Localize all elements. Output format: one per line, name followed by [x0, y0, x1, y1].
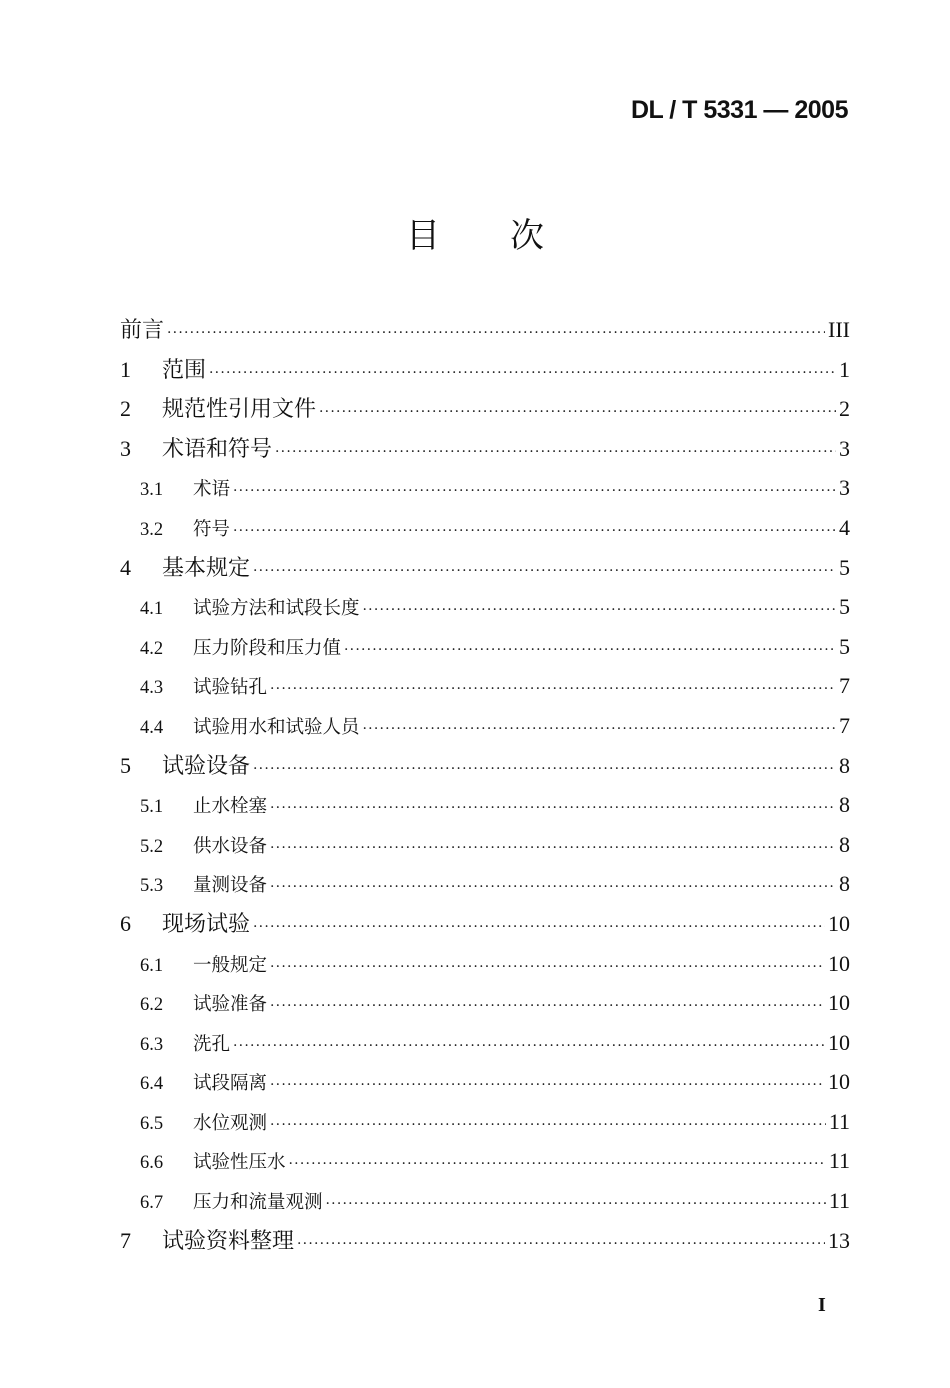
dot-leader — [270, 987, 825, 1027]
toc-entry-title: 供水设备 — [193, 835, 268, 857]
page-title: 目次 — [406, 216, 614, 256]
toc-entry-page: 7 — [839, 673, 850, 699]
dot-leader — [270, 1066, 825, 1106]
page-number: I — [818, 1294, 826, 1316]
toc-entry[interactable] — [120, 864, 850, 904]
dot-leader — [363, 710, 836, 750]
toc-entry-title: 现场试验 — [162, 911, 251, 937]
toc-entry-title: 试验用水和试验人员 — [193, 716, 360, 738]
toc-entry-number: 4.4 — [140, 717, 164, 738]
toc-entry[interactable] — [120, 429, 850, 469]
toc-entry-title: 术语 — [193, 479, 231, 501]
dot-leader — [270, 868, 836, 908]
toc-entry[interactable] — [120, 706, 850, 746]
toc-entry-number: 2 — [120, 396, 131, 422]
toc-entry-number: 6.6 — [140, 1153, 164, 1174]
toc-entry-title: 压力和流量观测 — [193, 1192, 323, 1214]
toc-entry-page: 2 — [839, 396, 850, 422]
toc-entry[interactable] — [120, 548, 850, 588]
toc-entry-number: 4.3 — [140, 678, 164, 699]
dot-leader — [275, 433, 836, 473]
toc-entry-title: 范围 — [162, 357, 207, 383]
toc-entry-page: 5 — [839, 633, 850, 659]
dot-leader — [253, 552, 836, 592]
toc-entry-page: 8 — [839, 752, 850, 778]
toc-entry-number: 4.2 — [140, 638, 164, 659]
toc-entry-number: 6.5 — [140, 1113, 164, 1134]
toc-entry[interactable] — [120, 785, 850, 825]
toc-entry-title: 基本规定 — [162, 555, 251, 581]
toc-entry-page: 10 — [828, 950, 850, 976]
toc-entry[interactable] — [120, 350, 850, 390]
toc-entry[interactable] — [120, 389, 850, 429]
toc-entry[interactable] — [120, 468, 850, 508]
toc-entry-title: 试验准备 — [193, 994, 268, 1016]
toc-entry[interactable] — [120, 1062, 850, 1102]
dot-leader — [363, 591, 836, 631]
toc-entry[interactable] — [120, 825, 850, 865]
toc-entry[interactable] — [120, 983, 850, 1023]
toc-entry-page: 1 — [839, 356, 850, 382]
toc-entry-title: 止水栓塞 — [193, 796, 268, 818]
toc-entry-title: 试验资料整理 — [162, 1228, 295, 1254]
toc-entry[interactable] — [120, 1141, 850, 1181]
dot-leader — [319, 393, 836, 433]
toc-entry[interactable] — [120, 1181, 850, 1221]
dot-leader — [344, 631, 836, 671]
toc-entry-title: 试验方法和试段长度 — [193, 598, 360, 620]
toc-entry-number: 5.2 — [140, 836, 164, 857]
toc-entry-page: 10 — [828, 1069, 850, 1095]
toc-entry-page: 5 — [839, 554, 850, 580]
toc-entry-page: 10 — [828, 990, 850, 1016]
toc-entry-number: 5.3 — [140, 876, 164, 897]
toc-entry-number: 3.1 — [140, 480, 164, 501]
toc-entry-page: 13 — [828, 1227, 850, 1253]
toc-entry-number: 3 — [120, 435, 131, 461]
toc-entry-title: 试段隔离 — [193, 1073, 268, 1095]
toc-entry-page: 4 — [839, 514, 850, 540]
toc-entry-title: 符号 — [193, 518, 231, 540]
toc-entry-title: 试验性压水 — [193, 1152, 286, 1174]
toc-entry-title: 洗孔 — [193, 1033, 231, 1055]
dot-leader — [297, 1225, 825, 1265]
standard-number: DL / T 5331 — 2005 — [630, 96, 848, 124]
toc-entry-number: 4 — [120, 554, 131, 580]
toc-entry-title: 试验钻孔 — [193, 677, 268, 699]
toc-entry-page: III — [828, 317, 850, 342]
dot-leader — [253, 908, 825, 948]
toc-entry[interactable] — [120, 1023, 850, 1063]
toc-entry-page: 11 — [828, 1188, 850, 1214]
table-of-contents — [120, 310, 850, 1260]
dot-leader — [233, 1027, 825, 1067]
dot-leader — [270, 670, 836, 710]
dot-leader — [326, 1185, 826, 1225]
toc-entry-number: 1 — [120, 356, 131, 382]
toc-entry-title: 压力阶段和压力值 — [193, 637, 342, 659]
toc-entry[interactable] — [120, 508, 850, 548]
toc-entry-number: 6 — [120, 910, 131, 936]
toc-entry-number: 6.2 — [140, 995, 164, 1016]
toc-entry-number: 4.1 — [140, 599, 164, 620]
toc-entry-title: 规范性引用文件 — [162, 397, 317, 423]
toc-entry-number: 5 — [120, 752, 131, 778]
dot-leader — [270, 948, 825, 988]
dot-leader — [270, 1106, 826, 1146]
toc-entry-title: 水位观测 — [193, 1112, 268, 1134]
dot-leader — [233, 512, 836, 552]
toc-entry[interactable] — [120, 666, 850, 706]
toc-entry-page: 7 — [839, 712, 850, 738]
toc-entry-title: 试验设备 — [162, 753, 251, 779]
toc-entry-page: 3 — [839, 435, 850, 461]
dot-leader — [233, 472, 836, 512]
toc-entry-number: 7 — [120, 1227, 131, 1253]
toc-entry-title: 术语和符号 — [162, 436, 273, 462]
toc-entry[interactable] — [120, 746, 850, 786]
toc-entry-number: 3.2 — [140, 519, 164, 540]
toc-entry-page: 8 — [839, 792, 850, 818]
toc-entry-page: 11 — [828, 1108, 850, 1134]
toc-entry-page: 8 — [839, 871, 850, 897]
toc-entry-title: 一般规定 — [193, 954, 268, 976]
toc-entry[interactable] — [120, 587, 850, 627]
toc-entry-number: 6.7 — [140, 1193, 164, 1214]
dot-leader — [270, 829, 836, 869]
toc-entry[interactable] — [120, 1221, 850, 1261]
toc-entry-number: 6.4 — [140, 1074, 164, 1095]
toc-entry[interactable] — [120, 1102, 850, 1142]
toc-entry[interactable] — [120, 627, 850, 667]
toc-entry-number: 6.1 — [140, 955, 164, 976]
toc-entry-page: 10 — [828, 910, 850, 936]
dot-leader — [209, 354, 836, 394]
dot-leader — [253, 750, 836, 790]
toc-entry-page: 3 — [839, 475, 850, 501]
toc-entry-number: 5.1 — [140, 797, 164, 818]
toc-entry[interactable] — [120, 310, 850, 350]
toc-entry[interactable] — [120, 904, 850, 944]
toc-entry[interactable] — [120, 944, 850, 984]
toc-entry-title: 前言 — [120, 318, 165, 343]
dot-leader — [270, 789, 836, 829]
dot-leader — [167, 314, 825, 354]
dot-leader — [289, 1145, 826, 1185]
toc-entry-page: 8 — [839, 831, 850, 857]
toc-entry-number: 6.3 — [140, 1034, 164, 1055]
toc-entry-page: 10 — [828, 1029, 850, 1055]
toc-entry-title: 量测设备 — [193, 875, 268, 897]
toc-entry-page: 11 — [828, 1148, 850, 1174]
toc-entry-page: 5 — [839, 594, 850, 620]
